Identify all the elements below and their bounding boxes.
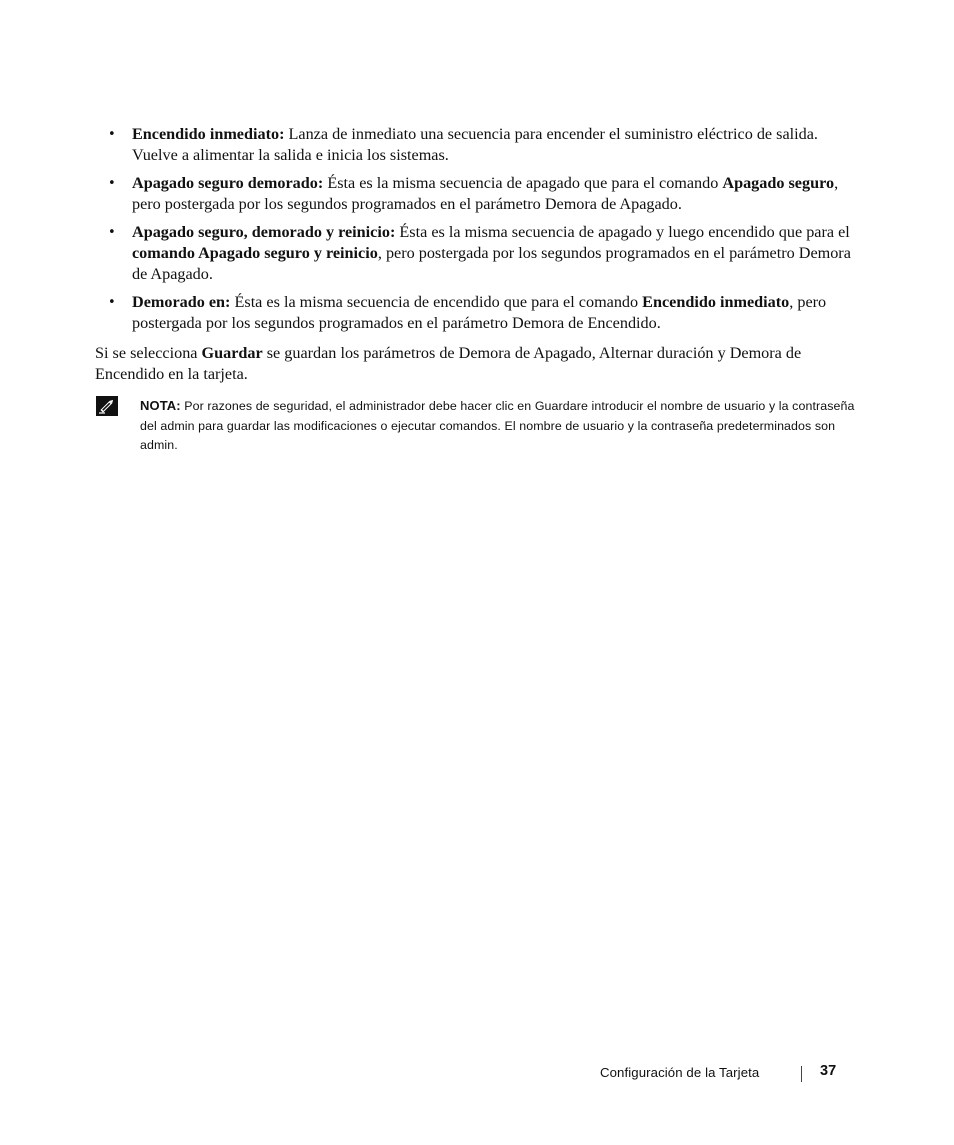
- list-item: [108, 124, 860, 166]
- paragraph-command: Guardar: [201, 344, 263, 362]
- footer-section-title: Configuración de la Tarjeta: [600, 1065, 760, 1080]
- note-pencil-icon: [96, 396, 118, 416]
- paragraph-text: Si se selecciona: [95, 344, 202, 362]
- list-item-text: Ésta es la misma secuencia de apagado que para el comando: [323, 174, 723, 192]
- footer-divider: [801, 1066, 802, 1082]
- list-item-term: Demorado en:: [132, 293, 231, 311]
- bullet-icon: •: [108, 176, 116, 191]
- list-item: [108, 222, 860, 285]
- bullet-icon: •: [108, 225, 116, 240]
- list-item-term: Apagado seguro demorado:: [132, 174, 324, 192]
- list-item-term: Apagado seguro, demorado y reinicio:: [132, 223, 396, 241]
- list-item: [108, 173, 860, 215]
- list-item-text: , pero postergada por los segundos programados en el parámetro Demora de Apagado.: [132, 174, 839, 213]
- list-item-command: Encendido inmediato: [642, 293, 790, 311]
- body-paragraph: [95, 343, 860, 385]
- list-item: [108, 292, 860, 334]
- list-item-text: , pero postergada por los segundos programados en el parámetro Demora de Encendido.: [132, 293, 827, 332]
- list-item-command: comando Apagado seguro y reinicio: [132, 244, 378, 262]
- paragraph-text: se guardan los parámetros de Demora de Apagado, Alternar duración y Demora de Encendido en la tarjeta.: [95, 344, 802, 383]
- list-item-text: Ésta es la misma secuencia de encendido que para el comando: [230, 293, 643, 311]
- list-item-text: Lanza de inmediato una secuencia para encender el suministro eléctrico de salida. Vuelve a alimentar la salida e inicia los sistemas.: [132, 125, 818, 164]
- note-text: Por razones de seguridad, el administrador debe hacer clic en Guardare introducir el nombre de usuario y la contraseña del admin para guardar las modificaciones o ejecutar comandos. El nombre de usuario y la contraseña predeterminados son admin.: [140, 399, 855, 452]
- page-number: 37: [820, 1063, 837, 1079]
- bullet-list: [108, 124, 860, 341]
- note-label: NOTA:: [140, 398, 181, 413]
- list-item-command: Apagado seguro: [722, 174, 835, 192]
- note-callout: [140, 396, 855, 456]
- bullet-icon: •: [108, 127, 116, 142]
- list-item-text: , pero postergada por los segundos programados en el parámetro Demora de Apagado.: [132, 244, 851, 283]
- list-item-text: Ésta es la misma secuencia de apagado y luego encendido que para el: [395, 223, 850, 241]
- bullet-icon: •: [108, 295, 116, 310]
- list-item-term: Encendido inmediato:: [132, 125, 285, 143]
- page-footer: [0, 1063, 954, 1087]
